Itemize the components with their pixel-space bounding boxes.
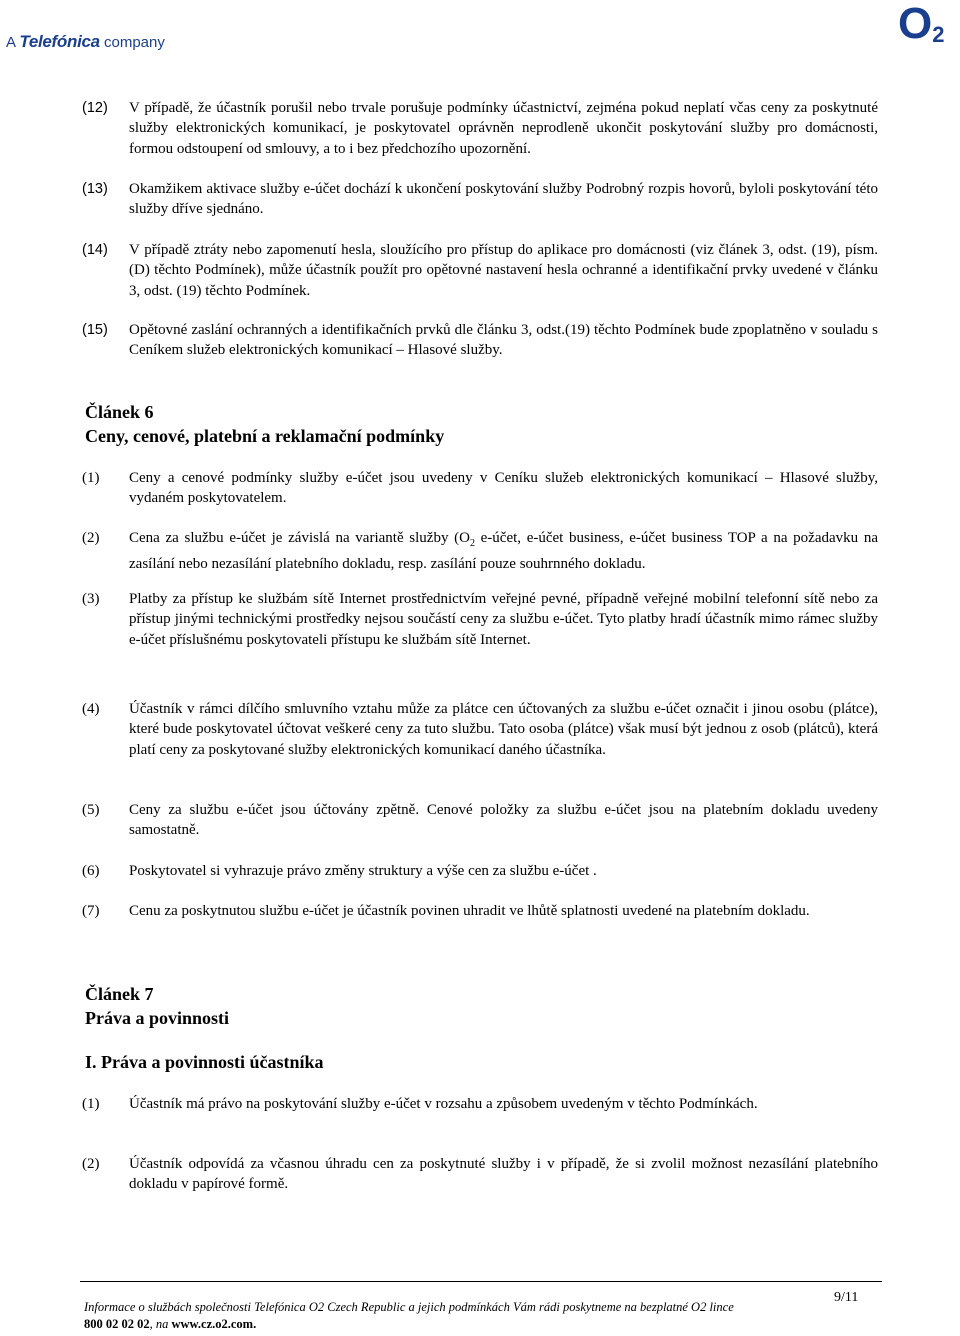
footer-connector: , na	[149, 1317, 172, 1331]
brand-suffix: company	[103, 34, 165, 51]
article-6-item-5	[82, 800, 878, 841]
brand-name: Telefónica	[19, 32, 100, 51]
item-number: (4)	[82, 701, 100, 717]
item-text: Platby za přístup ke službám sítě Internet prostřednictvím veřejné pevné, případně veřejné mobilní telefonní sítě nebo za přístup jinými technickými prostředky nejsou součástí ceny za službu e-účet. Tyto platby hradí účastník mimo rámec služby e-účet příslušnému poskytovateli přístupu ke službám sítě Internet.	[129, 591, 878, 648]
item-number: (2)	[82, 1156, 100, 1172]
footer-info: Informace o službách společnosti Telefónica O2 Czech Republic a jejich podmínkách Vám rádi poskytneme na bezplatné O2 lince	[84, 1300, 734, 1314]
paragraph-number: (13)	[82, 181, 108, 197]
article-7-subtitle: Práva a povinnosti	[85, 1008, 230, 1028]
item-text-part-b: e-účet, e-účet business, e-účet business TOP a na požadavku na zasílání nebo nezasílání platebního dokladu, resp. zasílání pouze souhrnného dokladu.	[129, 530, 878, 573]
item-number: (5)	[82, 802, 100, 818]
article-6-item-2	[82, 528, 878, 575]
item-text: Účastník v rámci dílčího smluvního vztahu může za plátce cen účtovaných za službu e-účet označit i jinou osobu (plátce), které bude poskytovatel účtovat veškeré ceny za tuto službu. Tato osoba (plátce) však musí být jednou z osob (plátců), která platí ceny za poskytované služby elektronických komunikací daného účastníka.	[129, 701, 878, 758]
paragraph-number: (12)	[82, 100, 108, 116]
item-number: (6)	[82, 863, 100, 879]
footer-web-link[interactable]: www.cz.o2.com.	[171, 1317, 257, 1331]
article-7-title: Článek 7	[85, 984, 154, 1004]
article-6-subtitle: Ceny, cenové, platební a reklamační podmínky	[85, 426, 445, 446]
paragraph-13	[82, 179, 878, 220]
telefonica-logo	[6, 32, 165, 52]
paragraph-text: Okamžikem aktivace služby e-účet dochází k ukončení poskytování služby Podrobný rozpis hovorů, byloli poskytování této služby dříve sjednáno.	[129, 181, 878, 218]
item-number: (1)	[82, 1096, 100, 1112]
item-number: (1)	[82, 470, 100, 486]
item-number: (2)	[82, 530, 100, 546]
item-text	[129, 528, 878, 575]
paragraph-text: V případě, že účastník porušil nebo trvale porušuje podmínky účastnictví, zejména pokud neplatí včas ceny za poskytnuté služby elektronických komunikací, je poskytovatel oprávněn neprodleně ukončit poskytování služby pro domácnosti, formou odstoupení od smlouvy, a to i bez předchozího upozornění.	[129, 100, 878, 157]
article-6-item-4	[82, 699, 878, 760]
footer-text	[84, 1299, 824, 1333]
article-6-item-3	[82, 589, 878, 650]
brand-prefix: A	[6, 34, 16, 51]
item-text: Ceny a cenové podmínky služby e-účet jsou uvedeny v Ceníku služeb elektronických komunikací – Hlasové služby, vydaném poskytovatelem.	[129, 470, 878, 507]
paragraph-15	[82, 320, 878, 361]
article-6-title: Článek 6	[85, 402, 154, 422]
article-7-item-1	[82, 1094, 878, 1114]
paragraph-12	[82, 98, 878, 159]
item-text: Účastník má právo na poskytování služby e-účet v rozsahu a způsobem uvedeným v těchto Podmínkách.	[129, 1096, 758, 1112]
article-6-item-1	[82, 468, 878, 509]
article-6-item-6	[82, 861, 878, 881]
article-7-section-title: I. Práva a povinnosti účastníka	[85, 1052, 324, 1072]
item-text: Cenu za poskytnutou službu e-účet je účastník povinen uhradit ve lhůtě splatnosti uvedené na platebním dokladu.	[129, 903, 810, 919]
o2-subscript: 2	[932, 22, 945, 47]
paragraph-text: Opětovné zaslání ochranných a identifikačních prvků dle článku 3, odst.(19) těchto Podmínek bude zpoplatněno v souladu s Ceníkem služeb elektronických komunikací – Hlasové služby.	[129, 322, 878, 359]
item-number: (3)	[82, 591, 100, 607]
item-text: Účastník odpovídá za včasnou úhradu cen za poskytnuté služby i v případě, že si zvolil možnost nezasílání platebního dokladu v papírové formě.	[129, 1156, 878, 1193]
paragraph-14	[82, 240, 878, 301]
item-text: Poskytovatel si vyhrazuje právo změny struktury a výše cen za službu e-účet .	[129, 863, 597, 879]
item-text: Ceny za službu e-účet jsou účtovány zpětně. Cenové položky za službu e-účet jsou na platebním dokladu uvedeny samostatně.	[129, 802, 878, 839]
page-header	[0, 0, 960, 70]
page-number: 9/11	[834, 1290, 859, 1305]
item-text-part-a: Cena za službu e-účet je závislá na variantě služby (O	[129, 530, 470, 546]
article-6-item-7	[82, 901, 878, 921]
footer-divider	[80, 1281, 882, 1282]
o2-logo	[898, 2, 944, 46]
paragraph-number: (15)	[82, 322, 108, 338]
item-number: (7)	[82, 903, 100, 919]
item-text-subscript: 2	[469, 538, 475, 549]
paragraph-text: V případě ztráty nebo zapomenutí hesla, sloužícího pro přístup do aplikace pro domácnosti (viz článek 3, odst. (19), písm. (D) těchto Podmínek), může účastník použít pro opětovné nastavení hesla ochranné a identifikační prvky uvedené v článku 3, odst. (19) těchto Podmínek.	[129, 242, 878, 299]
article-7-item-2	[82, 1154, 878, 1195]
o2-letter: O	[898, 0, 933, 48]
paragraph-number: (14)	[82, 242, 108, 258]
footer-phone: 800 02 02 02	[84, 1317, 150, 1331]
